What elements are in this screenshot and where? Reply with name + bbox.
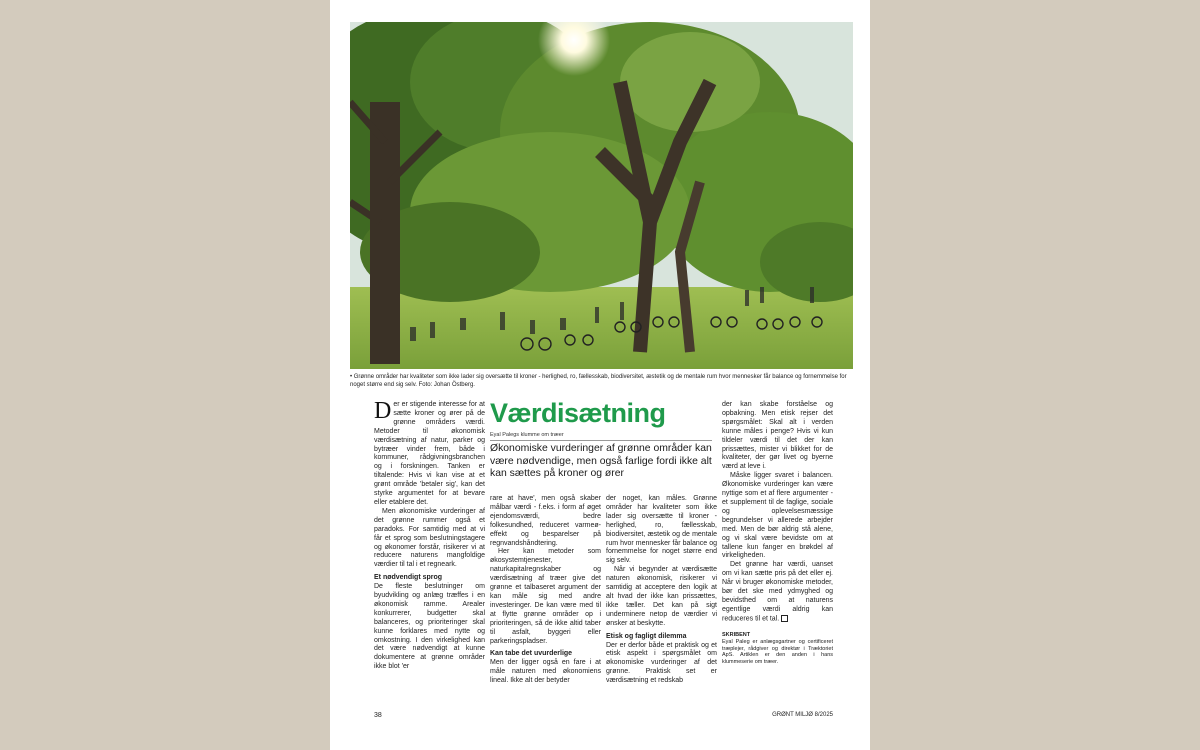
park-photo (350, 22, 853, 369)
paragraph: rare at have', men også skaber målbar værdi - f.eks. i form af øget ejendomsværdi, bedre folkesundhed, reduceret varmeø-effekt og besparelser på regnvandshåndtering. (490, 495, 601, 547)
end-mark-icon (781, 615, 788, 622)
subheading: Et nødvendigt sprog (374, 574, 443, 582)
paragraph: Når vi begynder at værdisætte naturen økonomisk, risikerer vi samtidig at acceptere den logik at alt hvad der ikke kan prissættes, ikke tæller. Det kan på sigt underminere netop de værdier vi ønsker at beskytte. (606, 566, 717, 627)
article-column-2 (490, 495, 601, 686)
article-title: Værdisætning (490, 398, 666, 428)
subheading: Kan tabe det uvurderlige (490, 650, 573, 658)
paragraph: De fleste beslutninger om byudvikling og anlæg træffes i en økonomisk ramme. Arealer konkurrerer, budgetter skal balanceres, og prioriteringer skal kunne forklares med nytte og omkostning. I den virkelighed kan det være nødvendigt at kunne dokumentere at grønne områder ikke blot 'er (374, 583, 485, 671)
article-column-4 (722, 401, 833, 665)
magazine-page (330, 0, 870, 750)
magazine-footer: GRØNT MILJØ 8/2025 (772, 712, 833, 718)
page-number: 38 (374, 712, 382, 719)
article-column-1 (374, 398, 485, 672)
paragraph: der kan skabe forståelse og opbakning. Men etisk rejser det spørgsmålet: Skal alt i verden kunne måles i penge? Hvis vi kun tildeler værdi til det der kan prissættes, mister vi blikket for de kvaliteter, der gør livet og byerne værd at leve i. (722, 401, 833, 471)
author-bio: Eyal Paleg er anlægsgartner og certificeret træplejer, rådgiver og direktør i Træktoriet ApS. Artiklen er den anden i hans klummeserie om træer. (722, 639, 833, 665)
paragraph: der noget, kan måles. Grønne områder har kvaliteter som ikke lader sig oversætte til kroner - herlighed, ro, fællesskab, biodiversitet, æstetik og de mentale rum hvor mennesker får balance og fornemmelse for noget større end sig selv. (606, 495, 717, 565)
paragraph: Der er derfor både et praktisk og et etisk aspekt i spørgsmålet om økonomiske vurderinger af det grønne. Praktisk set er værdisætning et redskab (606, 641, 717, 685)
photo-caption: • Grønne områder har kvaliteter som ikke lader sig oversætte til kroner - herlighed, ro, fællesskab, biodiversitet, æstetik og de mentale rum hvor mennesker får balance og fornemmelse for noget større end sig selv. Foto: Johan Östberg. (350, 374, 847, 388)
article-column-3 (606, 495, 717, 686)
paragraph: Måske ligger svaret i balancen. Økonomiske vurderinger kan være nyttige som et af flere argumenter - et supplement til de faglige, sociale og oplevelsesmæssige begrundelser vi allerede arbejder med. Men de bør aldrig stå alene, og vi skal være bevidste om at tallene kun fanger en brøkdel af virkeligheden. (722, 472, 833, 560)
paragraph: Det grønne har værdi, uanset om vi kan sætte pris på det eller ej. Når vi bruger økonomiske metoder, bør det ske med ydmyghed og bevidsthed om at naturens egentlige værdi aldrig kan reduceres til et tal. (722, 561, 833, 623)
paragraph: Her kan metoder som økosystemtjenester, naturkapitalregnskaber og værdisætning af træer give det grønne et talbaseret argument der kan måle sig med andre investeringer. De kan være med til at flytte grønne områder op i prioriteringen, så de ikke altid taber til asfalt, byggeri eller parkeringspladser. (490, 548, 601, 645)
drop-cap: D (374, 398, 392, 424)
park-trees-illustration (350, 22, 853, 369)
paragraph: Men økonomiske vurderinger af det grønne rummer også et paradoks. For samtidig med at vi får et sprog som beslutningstagere og økonomer forstår, risikerer vi at reducere naturens mangfoldige værdier til tal i et regneark. (374, 507, 485, 569)
paragraph: er er stigende interesse for at sætte kroner og ører på de grønne områders værdi. Metoder til økonomisk værdisætning af natur, parker og bytræer vinder frem, både i kommuner, rådgivningsbranchen og i forskningen. Tanken er tiltalende: Hvis vi kan vise at et grønt område 'betaler sig', kan det styrke argumentet for at bevare eller etablere det. (374, 401, 485, 506)
paragraph: Men der ligger også en fare i at måle naturen med økonomiens lineal. Ikke alt der betyder (490, 659, 601, 685)
subheading: Etisk og fagligt dilemma (606, 632, 687, 640)
divider (490, 440, 712, 441)
author-heading: SKRIBENT (722, 632, 751, 638)
article-deck: Økonomiske vurderinger af grønne områder kan være nødvendige, men også farlige fordi ikke alt kan sættes på kroner og ører (490, 443, 712, 480)
column-kicker: Eyal Palegs klumme om træer (490, 432, 564, 438)
